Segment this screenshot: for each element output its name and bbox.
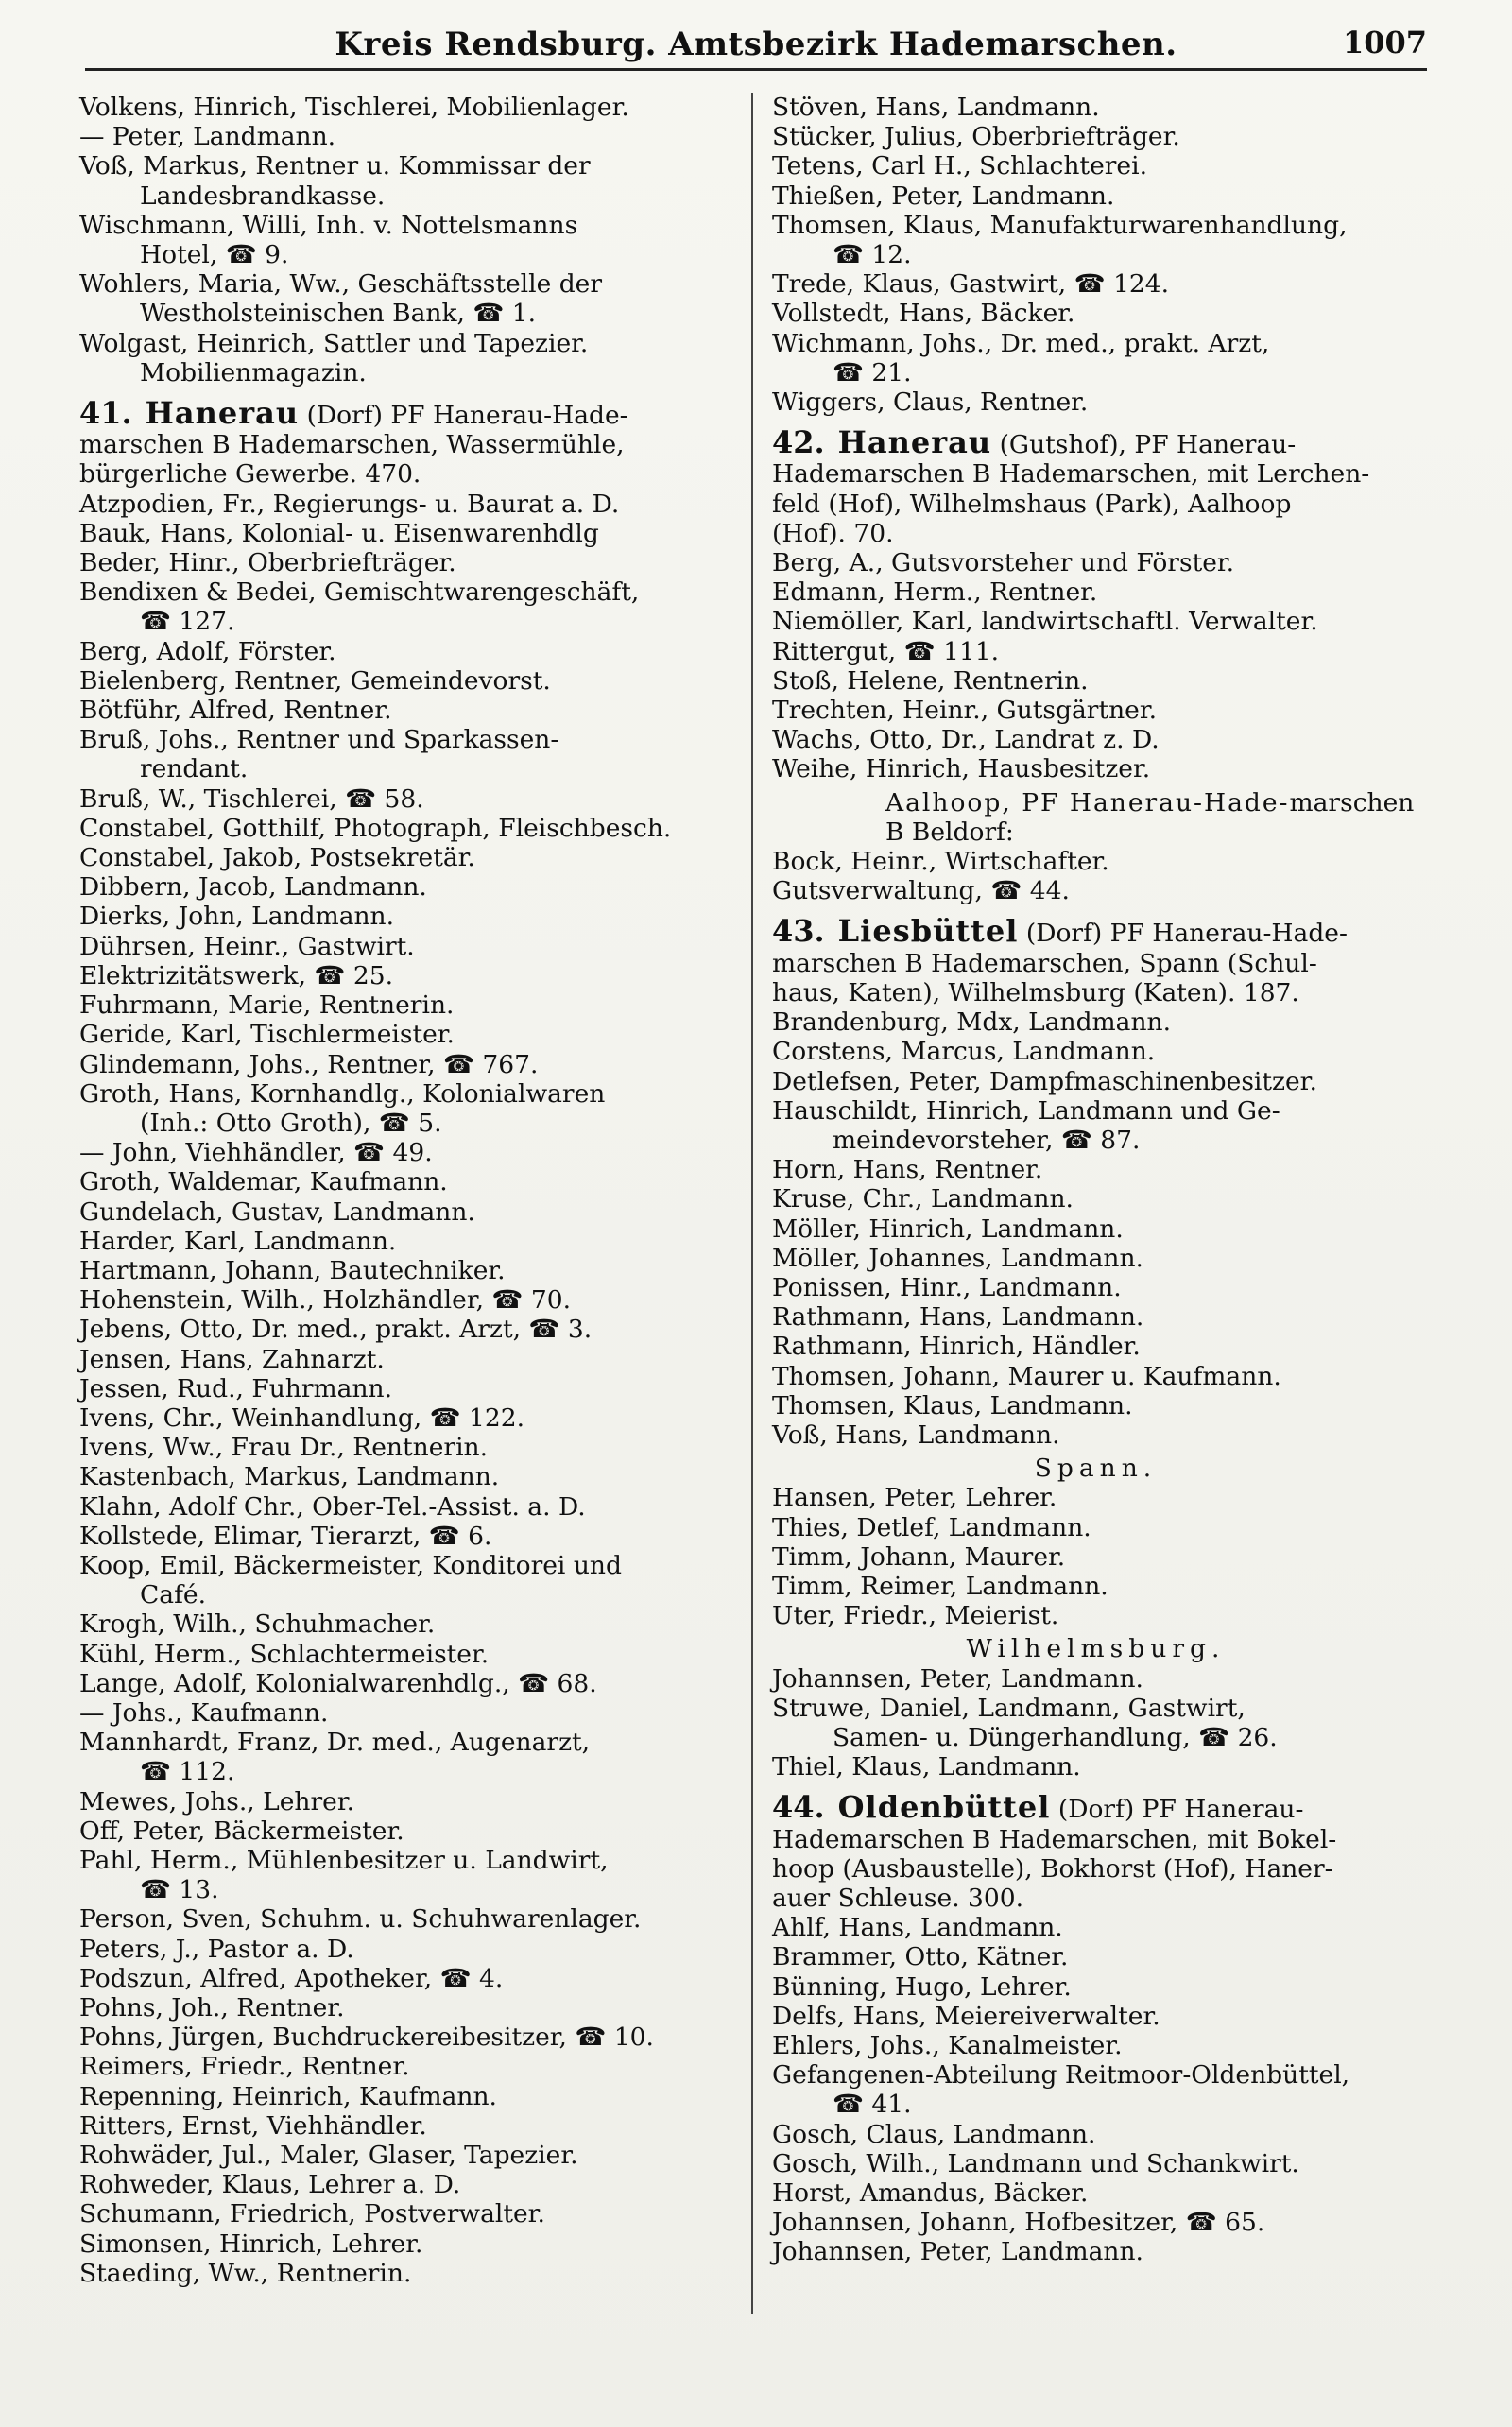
entry-text: Krogh, Wilh., Schuhmacher. xyxy=(79,1609,436,1640)
directory-entry xyxy=(772,181,1419,211)
entry-text: Thiel, Klaus, Landmann. xyxy=(772,1752,1081,1782)
entry-text: Gefangenen-Abteilung Reitmoor-Oldenbüttel, xyxy=(772,2060,1350,2091)
entry-text: Detlefsen, Peter, Dampfmaschinenbesitzer. xyxy=(772,1066,1317,1096)
directory-entry xyxy=(79,1935,734,1964)
entry-text: Wischmann, Willi, Inh. v. Nottelsmanns xyxy=(79,210,578,240)
directory-entry xyxy=(79,519,734,548)
entry-text: Voß, Markus, Rentner u. Kommissar der xyxy=(79,151,591,181)
entry-text: Bendixen & Bedei, Gemischtwarengeschäft, xyxy=(79,577,640,608)
entry-text: Atzpodien, Fr., Regierungs- u. Baurat a. D. xyxy=(79,489,620,519)
section-continuation: marschen B Hademarschen, Wassermühle, xyxy=(79,430,625,460)
directory-entry xyxy=(772,1184,1419,1214)
entry-continuation: Mobilienmagazin. xyxy=(140,357,367,387)
entry-text: Timm, Johann, Maurer. xyxy=(772,1541,1066,1572)
entry-text: Johannsen, Peter, Landmann. xyxy=(772,1663,1143,1694)
subheading-continuation: marschen B Beldorf: xyxy=(885,787,1415,847)
section-text: (Dorf) PF Hanerau- xyxy=(1057,1795,1304,1825)
directory-entry xyxy=(772,1513,1419,1542)
directory-entry xyxy=(772,2237,1419,2266)
entry-text: Thomsen, Klaus, Landmann. xyxy=(772,1390,1133,1420)
directory-entry xyxy=(79,1285,734,1315)
directory-entry xyxy=(79,1640,734,1669)
directory-entry xyxy=(79,872,734,902)
entry-text: Thies, Detlef, Landmann. xyxy=(772,1512,1091,1542)
entry-text: Berg, A., Gutsvorsteher und Förster. xyxy=(772,548,1235,578)
directory-entry xyxy=(79,1315,734,1344)
entry-text: Kruse, Chr., Landmann. xyxy=(772,1184,1074,1214)
section-heading xyxy=(772,913,1419,1007)
directory-entry xyxy=(772,269,1419,299)
entry-text: Ritters, Ernst, Viehhändler. xyxy=(79,2110,427,2141)
directory-entry xyxy=(772,1362,1419,1391)
entry-text: Podszun, Alfred, Apotheker, ☎ 4. xyxy=(79,1963,504,1993)
directory-entry xyxy=(79,329,734,387)
entry-text: Off, Peter, Bäckermeister. xyxy=(79,1816,404,1846)
entry-text: Stücker, Julius, Oberbriefträger. xyxy=(772,122,1180,152)
directory-entry xyxy=(772,607,1419,636)
section-place: Oldenbüttel xyxy=(837,1789,1051,1826)
entry-continuation: ☎ 41. xyxy=(833,2090,912,2120)
directory-entry xyxy=(79,637,734,666)
directory-entry xyxy=(772,577,1419,607)
directory-entry xyxy=(772,696,1419,725)
entry-text: Rathmann, Hinrich, Händler. xyxy=(772,1332,1141,1362)
entry-text: Niemöller, Karl, landwirtschaftl. Verwalter. xyxy=(772,607,1318,637)
entry-text: Person, Sven, Schuhm. u. Schuhwarenlager. xyxy=(79,1904,642,1935)
directory-entry xyxy=(772,1913,1419,1942)
entry-text: Ivens, Chr., Weinhandlung, ☎ 122. xyxy=(79,1403,525,1433)
directory-entry xyxy=(79,1551,734,1609)
directory-entry xyxy=(772,1483,1419,1512)
directory-entry xyxy=(772,329,1419,387)
entry-text: Wohlers, Maria, Ww., Geschäftsstelle der xyxy=(79,269,603,300)
entry-text: Lange, Adolf, Kolonialwarenhdlg., ☎ 68. xyxy=(79,1668,597,1698)
entry-text: — John, Viehhändler, ☎ 49. xyxy=(79,1138,433,1168)
directory-entry xyxy=(79,666,734,696)
directory-entry xyxy=(79,843,734,872)
right-column xyxy=(751,93,1427,2314)
entry-text: Jensen, Hans, Zahnarzt. xyxy=(79,1344,385,1374)
entry-text: Horn, Hans, Rentner. xyxy=(772,1155,1043,1185)
left-column xyxy=(76,93,751,2314)
directory-entry xyxy=(79,1492,734,1522)
directory-entry xyxy=(79,490,734,519)
directory-entry xyxy=(772,2149,1419,2178)
entry-text: Thießen, Peter, Landmann. xyxy=(772,181,1115,211)
directory-entry xyxy=(772,1273,1419,1302)
directory-entry xyxy=(79,577,734,636)
entry-text: Pohns, Joh., Rentner. xyxy=(79,1993,345,2022)
entry-continuation: ☎ 12. xyxy=(833,240,912,270)
directory-entry xyxy=(79,2170,734,2199)
directory-entry xyxy=(772,1420,1419,1450)
entry-continuation: ☎ 112. xyxy=(140,1757,235,1787)
section-heading xyxy=(79,395,734,490)
entry-text: Constabel, Gotthilf, Photograph, Fleischbesch. xyxy=(79,813,672,843)
entry-text: Repenning, Heinrich, Kaufmann. xyxy=(79,2081,497,2111)
entry-text: Edmann, Herm., Rentner. xyxy=(772,577,1098,608)
entry-text: Trechten, Heinr., Gutsgärtner. xyxy=(772,696,1158,726)
entry-text: Kollstede, Elimar, Tierarzt, ☎ 6. xyxy=(79,1521,492,1551)
entry-text: Bauk, Hans, Kolonial- u. Eisenwarenhdlg xyxy=(79,518,599,548)
entry-text: Wiggers, Claus, Rentner. xyxy=(772,387,1089,418)
entry-text: Simonsen, Hinrich, Lehrer. xyxy=(79,2229,423,2259)
directory-entry xyxy=(79,961,734,990)
directory-entry xyxy=(79,1138,734,1167)
directory-entry xyxy=(79,1256,734,1285)
entry-text: Horst, Amandus, Bäcker. xyxy=(772,2178,1089,2209)
directory-entry xyxy=(772,1037,1419,1066)
directory-entry xyxy=(772,847,1419,876)
entry-text: Delfs, Hans, Meiereiverwalter. xyxy=(772,2001,1160,2031)
entry-text: Koop, Emil, Bäckermeister, Konditorei und xyxy=(79,1550,622,1580)
entry-text: Pahl, Herm., Mühlenbesitzer u. Landwirt, xyxy=(79,1845,609,1875)
entry-continuation: Café. xyxy=(140,1580,206,1610)
entry-text: Möller, Johannes, Landmann. xyxy=(772,1243,1143,1273)
entry-text: Geride, Karl, Tischlermeister. xyxy=(79,1020,455,1050)
directory-entry xyxy=(772,1664,1419,1694)
directory-entry xyxy=(79,93,734,122)
entry-text: Rohwäder, Jul., Maler, Glaser, Tapezier. xyxy=(79,2141,578,2171)
entry-text: Wolgast, Heinrich, Sattler und Tapezier. xyxy=(79,328,589,358)
directory-entry xyxy=(772,299,1419,328)
directory-entry xyxy=(772,1244,1419,1273)
subheading-text: Aalhoop, PF Hanerau-Hade- xyxy=(885,787,1290,818)
entry-text: Trede, Klaus, Gastwirt, ☎ 124. xyxy=(772,269,1170,300)
directory-entry xyxy=(79,2082,734,2111)
entry-text: Ehlers, Johs., Kanalmeister. xyxy=(772,2031,1123,2060)
entry-text: Bruß, Johs., Rentner und Sparkassen- xyxy=(79,725,559,755)
entry-text: Groth, Waldemar, Kaufmann. xyxy=(79,1167,448,1197)
directory-entry xyxy=(772,1155,1419,1184)
entry-text: Thomsen, Klaus, Manufakturwarenhandlung, xyxy=(772,210,1348,240)
entry-text: Bötführ, Alfred, Rentner. xyxy=(79,696,392,726)
directory-entry xyxy=(772,2060,1419,2119)
directory-entry xyxy=(772,1067,1419,1096)
entry-text: Jessen, Rud., Fuhrmann. xyxy=(79,1373,393,1403)
entry-text: Kastenbach, Markus, Landmann. xyxy=(79,1462,500,1492)
entry-text: Brammer, Otto, Kätner. xyxy=(772,1942,1069,1972)
entry-text: Uter, Friedr., Meierist. xyxy=(772,1601,1059,1631)
entry-text: Struwe, Daniel, Landmann, Gastwirt, xyxy=(772,1693,1246,1723)
entry-text: Dierks, John, Landmann. xyxy=(79,902,395,932)
directory-entry xyxy=(79,1345,734,1374)
section-place: Hanerau xyxy=(837,424,992,461)
entry-text: Elektrizitätswerk, ☎ 25. xyxy=(79,960,394,990)
entry-text: Möller, Hinrich, Landmann. xyxy=(772,1214,1124,1244)
entry-text: Thomsen, Johann, Maurer u. Kaufmann. xyxy=(772,1361,1281,1391)
entry-text: Rathmann, Hans, Landmann. xyxy=(772,1302,1144,1333)
directory-entry xyxy=(772,548,1419,577)
directory-entry xyxy=(79,1522,734,1551)
entry-text: Dibbern, Jacob, Landmann. xyxy=(79,872,427,903)
entry-continuation: ☎ 13. xyxy=(140,1875,219,1905)
locality-subheading xyxy=(772,1634,1419,1663)
directory-entry xyxy=(79,1728,734,1786)
directory-entry xyxy=(79,2259,734,2288)
entry-text: Glindemann, Johs., Rentner, ☎ 767. xyxy=(79,1049,539,1079)
entry-text: — Peter, Landmann. xyxy=(79,122,336,152)
section-continuation: bürgerliche Gewerbe. 470. xyxy=(79,459,421,490)
directory-entry xyxy=(772,211,1419,269)
section-continuation: feld (Hof), Wilhelmshaus (Park), Aalhoop xyxy=(772,489,1292,519)
entry-continuation: meindevorsteher, ☎ 87. xyxy=(833,1125,1141,1155)
directory-entry xyxy=(79,2141,734,2170)
entry-text: Mannhardt, Franz, Dr. med., Augenarzt, xyxy=(79,1728,591,1758)
entry-text: Wichmann, Johs., Dr. med., prakt. Arzt, xyxy=(772,328,1270,358)
entry-text: Beder, Hinr., Oberbriefträger. xyxy=(79,548,456,578)
section-continuation: auer Schleuse. 300. xyxy=(772,1883,1024,1913)
directory-entry xyxy=(772,1942,1419,1971)
section-text: (Gutshof), PF Hanerau- xyxy=(999,430,1297,460)
section-text: (Dorf) PF Hanerau-Hade- xyxy=(306,401,628,431)
entry-continuation: Samen- u. Düngerhandlung, ☎ 26. xyxy=(833,1722,1278,1752)
entry-text: Gutsverwaltung, ☎ 44. xyxy=(772,876,1070,906)
entry-text: Hartmann, Johann, Bautechniker. xyxy=(79,1255,506,1285)
section-number: 43. xyxy=(772,913,825,950)
directory-entry xyxy=(79,1403,734,1433)
directory-entry xyxy=(79,932,734,961)
entry-text: Voß, Hans, Landmann. xyxy=(772,1420,1060,1450)
entry-text: Volkens, Hinrich, Tischlerei, Mobilienlager. xyxy=(79,93,629,122)
directory-entry xyxy=(79,2052,734,2081)
entry-text: Brandenburg, Mdx, Landmann. xyxy=(772,1007,1172,1038)
directory-entry xyxy=(772,1302,1419,1332)
directory-entry xyxy=(772,93,1419,122)
entry-text: Mewes, Johs., Lehrer. xyxy=(79,1786,355,1816)
entry-text: Weihe, Hinrich, Hausbesitzer. xyxy=(772,754,1151,784)
entry-text: Ponissen, Hinr., Landmann. xyxy=(772,1272,1122,1302)
entry-text: Gosch, Claus, Landmann. xyxy=(772,2119,1096,2149)
section-heading xyxy=(772,1789,1419,1913)
directory-entry xyxy=(79,1816,734,1846)
entry-text: Constabel, Jakob, Postsekretär. xyxy=(79,843,475,873)
section-heading xyxy=(772,424,1419,548)
entry-text: Stoß, Helene, Rentnerin. xyxy=(772,665,1089,696)
entry-text: Schumann, Friedrich, Postverwalter. xyxy=(79,2199,545,2229)
entry-text: Bielenberg, Rentner, Gemeindevorst. xyxy=(79,665,551,696)
directory-entry xyxy=(79,1698,734,1728)
directory-entry xyxy=(79,1462,734,1491)
directory-entry xyxy=(772,1601,1419,1630)
subheading-text: Spann. xyxy=(1034,1454,1158,1484)
entry-text: Corstens, Marcus, Landmann. xyxy=(772,1037,1156,1067)
entry-text: Johannsen, Peter, Landmann. xyxy=(772,2237,1143,2267)
directory-entry xyxy=(79,814,734,843)
directory-entry xyxy=(79,1020,734,1049)
directory-entry xyxy=(79,1609,734,1639)
entry-text: Timm, Reimer, Landmann. xyxy=(772,1571,1108,1601)
directory-entry xyxy=(772,725,1419,754)
entry-text: Dührsen, Heinr., Gastwirt. xyxy=(79,931,415,961)
locality-subheading xyxy=(772,1454,1419,1483)
directory-entry xyxy=(772,876,1419,905)
section-continuation: (Hof). 70. xyxy=(772,518,894,548)
entry-text: Kühl, Herm., Schlachtermeister. xyxy=(79,1639,490,1669)
directory-entry xyxy=(79,725,734,783)
directory-entry xyxy=(772,151,1419,181)
entry-text: Hohenstein, Wilh., Holzhändler, ☎ 70. xyxy=(79,1285,571,1316)
directory-entry xyxy=(79,1787,734,1816)
directory-entry xyxy=(772,1972,1419,2002)
subheading-text: Wilhelmsburg. xyxy=(966,1634,1226,1664)
directory-entry xyxy=(79,1167,734,1196)
directory-entry xyxy=(772,2208,1419,2237)
directory-entry xyxy=(772,1572,1419,1601)
directory-entry xyxy=(772,2178,1419,2208)
section-continuation: Hademarschen B Hademarschen, mit Bokel- xyxy=(772,1824,1337,1854)
directory-entry xyxy=(79,269,734,328)
directory-entry xyxy=(79,902,734,931)
page-number: 1007 xyxy=(1342,25,1427,60)
directory-entry xyxy=(772,1542,1419,1572)
entry-continuation: ☎ 21. xyxy=(833,357,912,387)
locality-subheading xyxy=(772,788,1419,847)
section-continuation: hoop (Ausbaustelle), Bokhorst (Hof), Haner- xyxy=(772,1853,1333,1884)
directory-entry xyxy=(79,1904,734,1934)
directory-entry xyxy=(79,1197,734,1227)
directory-entry xyxy=(79,2022,734,2052)
directory-entry xyxy=(772,1214,1419,1244)
entry-text: Johannsen, Johann, Hofbesitzer, ☎ 65. xyxy=(772,2208,1265,2238)
directory-entry xyxy=(79,1433,734,1462)
entry-continuation: (Inh.: Otto Groth), ☎ 5. xyxy=(140,1108,442,1138)
entry-text: Berg, Adolf, Förster. xyxy=(79,636,336,666)
section-continuation: Hademarschen B Hademarschen, mit Lerchen- xyxy=(772,459,1370,490)
section-number: 42. xyxy=(772,424,825,461)
entry-text: Fuhrmann, Marie, Rentnerin. xyxy=(79,990,455,1021)
directory-entry xyxy=(772,1007,1419,1037)
entry-text: Pohns, Jürgen, Buchdruckereibesitzer, ☎ 10. xyxy=(79,2022,654,2053)
directory-entry xyxy=(79,2229,734,2259)
directory-entry xyxy=(772,2031,1419,2060)
section-text: (Dorf) PF Hanerau-Hade- xyxy=(1025,919,1348,949)
entry-text: Hansen, Peter, Lehrer. xyxy=(772,1483,1057,1513)
directory-entry xyxy=(772,666,1419,696)
directory-entry xyxy=(772,387,1419,417)
directory-entry xyxy=(79,990,734,1020)
entry-text: Hauschildt, Hinrich, Landmann und Ge- xyxy=(772,1095,1280,1126)
directory-entry xyxy=(79,2199,734,2229)
entry-text: Vollstedt, Hans, Bäcker. xyxy=(772,299,1075,329)
entry-text: Bünning, Hugo, Lehrer. xyxy=(772,1971,1072,2002)
directory-entry xyxy=(79,211,734,269)
directory-entry xyxy=(772,754,1419,783)
directory-entry xyxy=(772,1332,1419,1361)
directory-entry xyxy=(79,122,734,151)
directory-entry xyxy=(772,2120,1419,2149)
entry-text: Jebens, Otto, Dr. med., prakt. Arzt, ☎ 3. xyxy=(79,1315,593,1345)
entry-continuation: ☎ 127. xyxy=(140,607,235,637)
entry-text: Stöven, Hans, Landmann. xyxy=(772,93,1100,122)
entry-text: Rohweder, Klaus, Lehrer a. D. xyxy=(79,2170,461,2200)
entry-text: Peters, J., Pastor a. D. xyxy=(79,1934,354,1964)
page-header xyxy=(85,21,1427,71)
directory-entry xyxy=(772,1096,1419,1155)
directory-entry xyxy=(772,122,1419,151)
section-number: 41. xyxy=(79,395,132,432)
entry-continuation: Landesbrandkasse. xyxy=(140,181,386,211)
entry-continuation: Westholsteinischen Bank, ☎ 1. xyxy=(140,299,537,329)
entry-text: Wachs, Otto, Dr., Landrat z. D. xyxy=(772,725,1160,755)
entry-text: Groth, Hans, Kornhandlg., Kolonialwaren xyxy=(79,1078,606,1109)
section-place: Hanerau xyxy=(145,395,300,432)
directory-entry xyxy=(79,1993,734,2022)
directory-entry xyxy=(79,1227,734,1256)
directory-entry xyxy=(79,1374,734,1403)
entry-text: Rittergut, ☎ 111. xyxy=(772,636,1000,666)
entry-text: Bock, Heinr., Wirtschafter. xyxy=(772,847,1109,877)
entry-text: Gundelach, Gustav, Landmann. xyxy=(79,1196,475,1227)
directory-entry xyxy=(79,1669,734,1698)
section-number: 44. xyxy=(772,1789,825,1826)
directory-entry xyxy=(772,1391,1419,1420)
columns xyxy=(76,93,1427,2314)
entry-text: Harder, Karl, Landmann. xyxy=(79,1226,397,1256)
directory-entry xyxy=(79,1846,734,1904)
directory-entry xyxy=(79,784,734,814)
section-continuation: haus, Katen), Wilhelmsburg (Katen). 187. xyxy=(772,977,1299,1007)
entry-text: Tetens, Carl H., Schlachterei. xyxy=(772,151,1147,181)
entry-text: Ivens, Ww., Frau Dr., Rentnerin. xyxy=(79,1433,489,1463)
entry-text: Staeding, Ww., Rentnerin. xyxy=(79,2258,412,2288)
entry-text: Klahn, Adolf Chr., Ober-Tel.-Assist. a. D. xyxy=(79,1491,586,1522)
directory-entry xyxy=(79,2111,734,2141)
directory-entry xyxy=(772,2002,1419,2031)
directory-entry xyxy=(79,1079,734,1138)
entry-text: — Johs., Kaufmann. xyxy=(79,1697,329,1728)
directory-entry xyxy=(79,1050,734,1079)
directory-entry xyxy=(79,696,734,725)
directory-entry xyxy=(79,1964,734,1993)
directory-entry xyxy=(772,1752,1419,1782)
directory-entry xyxy=(79,151,734,210)
entry-text: Bruß, W., Tischlerei, ☎ 58. xyxy=(79,783,424,814)
section-continuation: marschen B Hademarschen, Spann (Schul- xyxy=(772,948,1317,978)
entry-continuation: Hotel, ☎ 9. xyxy=(140,240,289,270)
entry-text: Gosch, Wilh., Landmann und Schankwirt. xyxy=(772,2148,1299,2178)
entry-text: Ahlf, Hans, Landmann. xyxy=(772,1913,1063,1943)
entry-text: Reimers, Friedr., Rentner. xyxy=(79,2052,410,2082)
entry-continuation: rendant. xyxy=(140,754,249,784)
directory-entry xyxy=(79,548,734,577)
directory-entry xyxy=(772,1694,1419,1752)
section-place: Liesbüttel xyxy=(837,913,1019,950)
directory-entry xyxy=(772,637,1419,666)
header-title: Kreis Rendsburg. Amtsbezirk Hademarschen. xyxy=(335,26,1177,63)
